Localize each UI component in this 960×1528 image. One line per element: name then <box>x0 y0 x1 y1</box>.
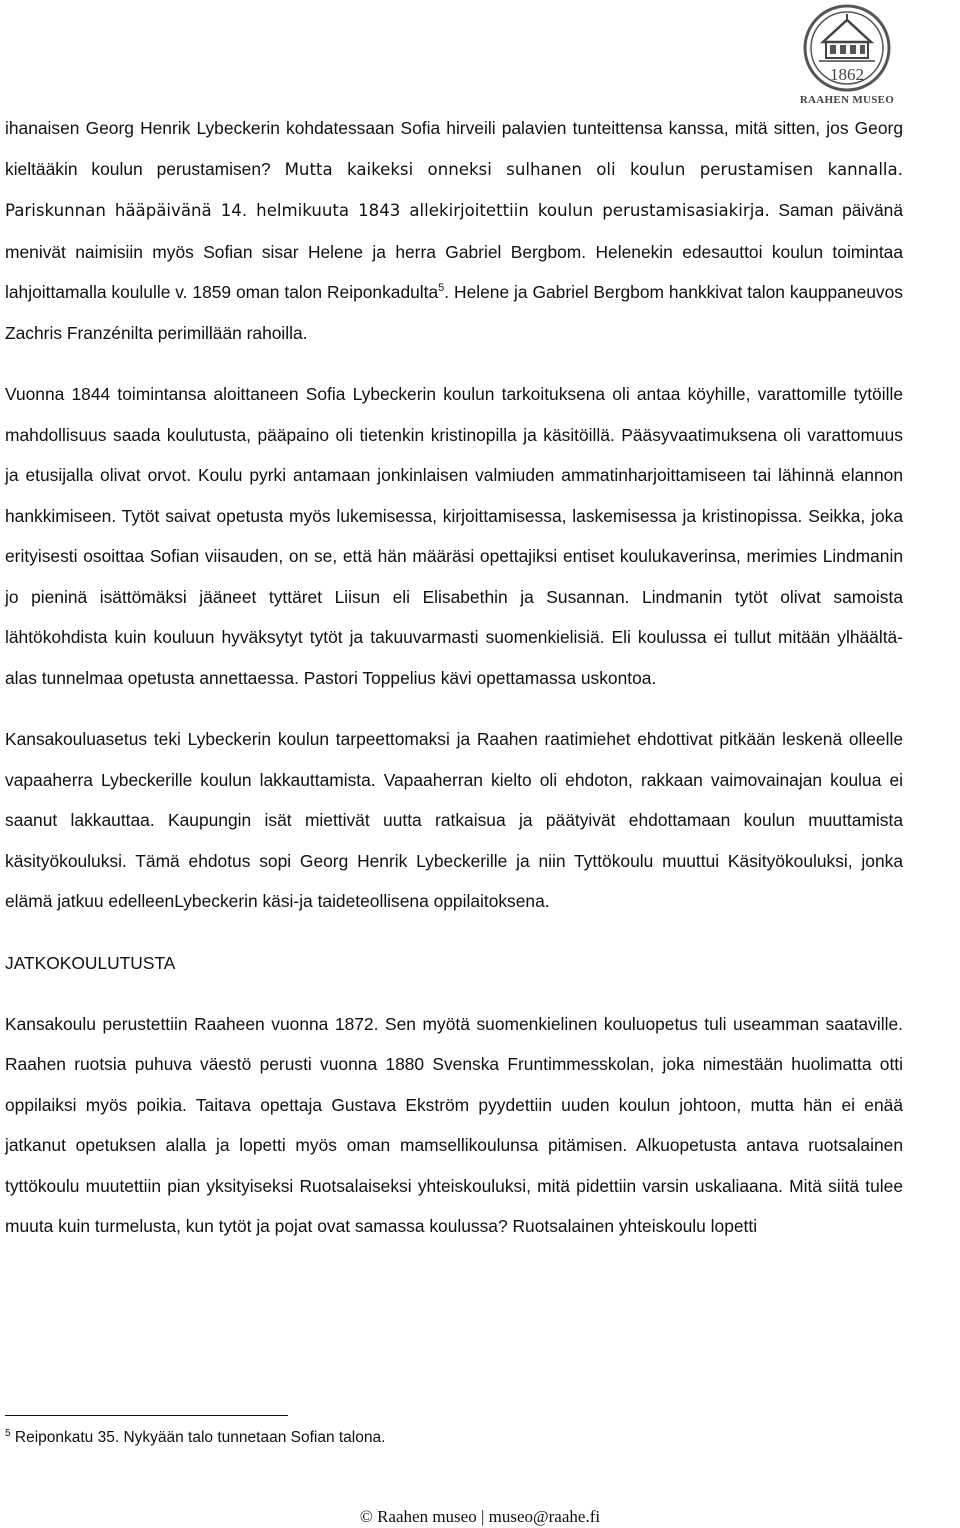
document-body <box>5 108 903 1247</box>
p1-sentence-1: ihanaisen Georg Henrik Lybeckerin kohdatessaan Sofia hirveili palavien tunteittensa kanssa, mitä sitten, jos Georg kieltääkin koulun perustamisen? <box>5 118 903 179</box>
p1-sentence-3: Saman päivänä menivät naimisiin myös Sofian sisar Helene ja herra Gabriel Bergbom. <box>5 200 903 262</box>
footnote <box>5 1428 385 1448</box>
museum-logo <box>799 2 895 112</box>
footnote-text: Reiponkatu 35. Nykyään talo tunnetaan Sofian talona. <box>14 1429 386 1446</box>
footnote-ref: 5 <box>438 282 445 294</box>
logo-caption: RAAHEN MUSEO <box>799 94 895 106</box>
paragraph-1 <box>5 108 903 353</box>
section-heading: JATKOKOULUTUSTA <box>5 952 176 973</box>
p1-sentence-2: Mutta kaikeksi onneksi sulhanen oli koulun perustamisen kannalla. Pariskunnan hääpäivänä 14. helmikuuta 1843 allekirjoitettiin koulun perustamisasiakirja. <box>5 159 903 220</box>
p1-sentence-5: . Helene ja Gabriel Bergbom hankkivat talon kauppaneuvos Zachris Franzénilta perimillään rahoilla. <box>5 282 903 343</box>
museum-seal-icon <box>799 2 895 94</box>
paragraph-3: Kansakouluasetus teki Lybeckerin koulun tarpeettomaksi ja Raahen raatimiehet ehdottivat pitkään leskenä olleelle vapaaherra Lybeckerille koulun lakkauttamista. Vapaaherran kielto oli ehdoton, rakkaan vaimovainajan koulua ei saanut lakkauttaa. Kaupungin isät miettivät uutta ratkaisua ja päätyivät ehdottamaan koulun muuttamista käsityökouluksi. Tämä ehdotus sopi Georg Henrik Lybeckerille ja niin Tyttökoulu muuttui Käsityökouluksi, jonka elämä jatkuu edelleenLybeckerin käsi-ja taideteollisena oppilaitoksena. <box>5 729 903 911</box>
page-footer: © Raahen museo | museo@raahe.fi <box>359 1507 601 1526</box>
footnote-divider <box>5 1415 288 1416</box>
paragraph-4: Kansakoulu perustettiin Raaheen vuonna 1872. Sen myötä suomenkielinen kouluopetus tuli useamman saataville. Raahen ruotsia puhuva väestö perusti vuonna 1880 Svenska Fruntimmesskolan, joka nimestään huolimatta otti oppilaiksi myös poikia. Taitava opettaja Gustava Ekström pyydettiin uuden koulun johtoon, mutta hän ei enää jatkanut opetuksen alalla ja lopetti myös oman mamsellikoulunsa pitämisen. Alkuopetusta antava ruotsalainen tyttökoulu muutettiin pian yksityiseksi Ruotsalaiseksi yhteiskouluksi, mitä pidettiin varsin uskaliaana. Mitä siitä tulee muuta kuin turmelusta, kun tytöt ja pojat ovat samassa koulussa? Ruotsalainen yhteiskoulu lopetti <box>5 1013 903 1236</box>
logo-year: 1862 <box>830 65 864 84</box>
paragraph-2: Vuonna 1844 toimintansa aloittaneen Sofia Lybeckerin koulun tarkoituksena oli antaa köyhille, varattomille tytöille mahdollisuus saada koulutusta, pääpaino oli tietenkin kristinopilla ja käsitöillä. Pääsyvaatimuksena oli varattomuus ja etusijalla olivat orvot. Koulu pyrki antamaan jonkinlaisen valmiuden ammatinharjoittamiseen tai lähinnä elannon hankkimiseen. Tytöt saivat opetusta myös lukemisessa, kirjoittamisessa, laskemisessa ja kristinopissa. Seikka, joka erityisesti osoittaa Sofian viisauden, on se, että hän määräsi opettajiksi entiset koulukaverinsa, merimies Lindmanin jo pieninä isättömäksi jääneet tyttäret Liisun eli Elisabethin ja Susannan. Lindmanin tytöt olivat samoista lähtökohdista kuin kouluun hyväksytyt tytöt ja takuuvarmasti suomenkielisiä. Eli koulussa ei tullut mitään ylhäältä- alas tunnelmaa opetusta annettaessa. Pastori Toppelius kävi opettamassa uskontoa. <box>5 384 903 688</box>
p1-sentence-4: Helenekin edesauttoi koulun toimintaa lahjoittamalla koululle v. 1859 oman talon Reiponkadulta <box>5 241 904 302</box>
footnote-marker: 5 <box>5 1428 11 1439</box>
